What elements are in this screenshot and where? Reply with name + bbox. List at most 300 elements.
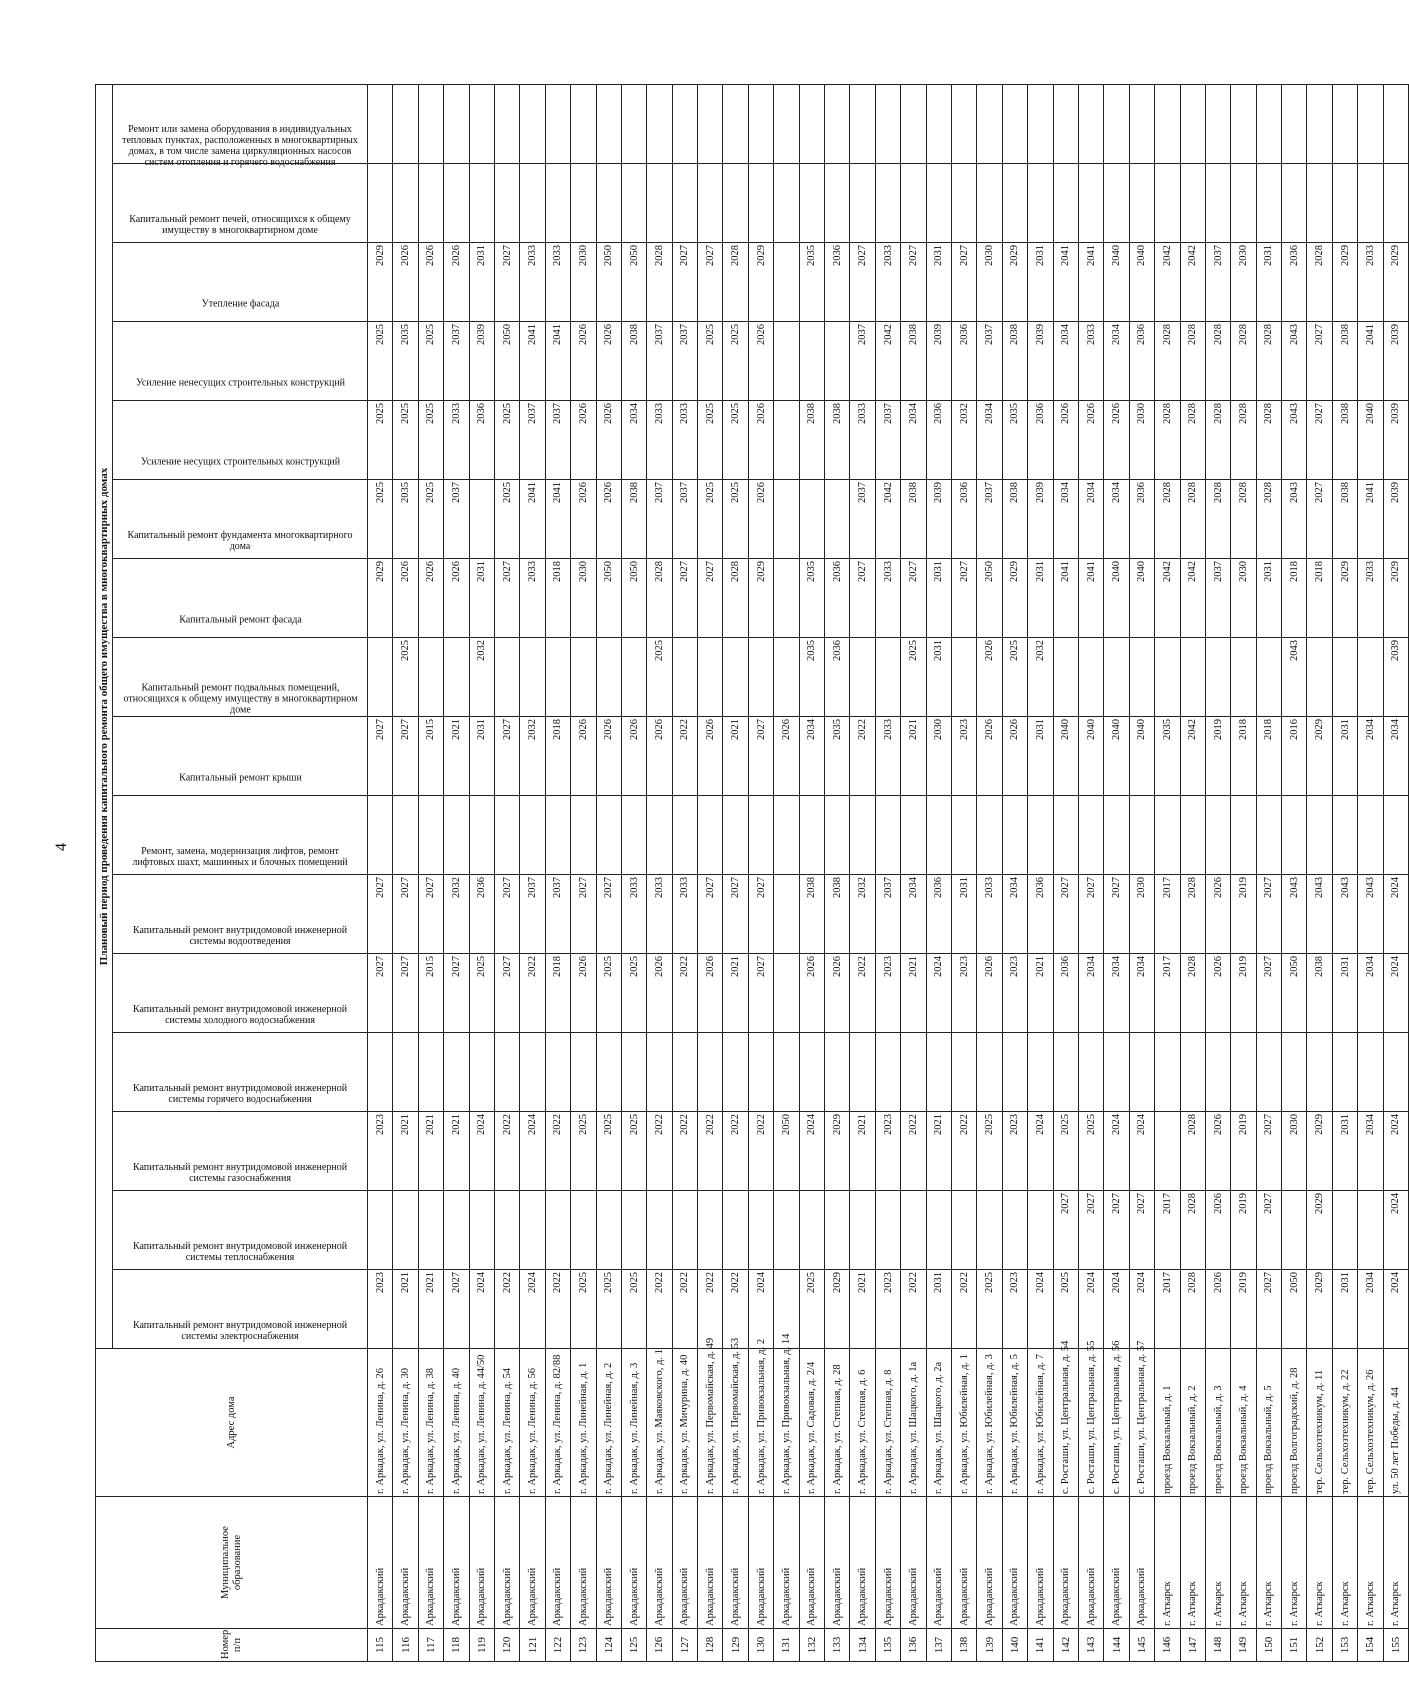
year-cell [444,85,469,164]
year-cell [901,85,926,164]
year-cell: 2036 [951,480,976,559]
year-cell [799,480,824,559]
year-cell: 2025 [596,954,621,1033]
year-cell: 2027 [1307,480,1332,559]
year-cell [723,1033,748,1112]
year-cell: 2019 [1205,717,1230,796]
year-cell: 2025 [494,480,519,559]
year-cell [825,164,850,243]
year-cell: 2021 [723,954,748,1033]
year-cell: 2025 [723,322,748,401]
year-cell [698,796,723,875]
address-cell: с. Росташи, ул. Центральная, д. 57 [1129,1349,1154,1497]
year-cell [748,1033,773,1112]
municipality-cell: г. Аткарск [1332,1497,1357,1629]
year-cell: 2027 [748,954,773,1033]
year-cell: 2034 [621,401,646,480]
address-cell: г. Аркадак, ул. Первомайская, д. 49 [698,1349,723,1497]
year-cell: 2033 [621,875,646,954]
year-cell: 2017 [1155,954,1180,1033]
work-type-label: Капитальный ремонт внутридомовой инженерной системы теплоснабжения [132,1241,348,1263]
work-type-label: Капитальный ремонт внутридомовой инженерной системы холодного водоснабжения [132,1004,348,1026]
year-cell: 2034 [1104,322,1129,401]
year-cell: 2031 [1332,1270,1357,1349]
year-cell [621,85,646,164]
year-cell: 2027 [368,717,393,796]
year-cell: 2028 [1180,1191,1205,1270]
year-cell: 2027 [901,559,926,638]
year-cell [1155,85,1180,164]
year-cell: 2037 [444,480,469,559]
capital-repair-table [95,84,1409,1662]
year-cell [621,796,646,875]
municipality-cell: Аркадакский [393,1497,418,1629]
year-cell: 2018 [1231,717,1256,796]
year-cell [545,796,570,875]
year-cell [1282,85,1307,164]
year-cell: 2021 [850,1270,875,1349]
year-cell: 2050 [977,559,1002,638]
year-cell [875,796,900,875]
year-cell [1129,638,1154,717]
year-cell [418,1191,443,1270]
year-cell: 2026 [1205,875,1230,954]
year-cell [368,164,393,243]
col-header-work-type [113,1191,368,1270]
year-cell [571,85,596,164]
year-cell: 2023 [1002,1112,1027,1191]
year-cell: 2042 [1180,559,1205,638]
year-cell [545,638,570,717]
year-cell: 2041 [520,322,545,401]
municipality-cell: г. Аткарск [1383,1497,1408,1629]
year-cell: 2037 [545,875,570,954]
year-cell: 2029 [1002,559,1027,638]
row-number-cell: 127 [672,1629,697,1662]
year-cell: 2026 [418,243,443,322]
year-cell: 2026 [748,322,773,401]
year-cell [1256,164,1281,243]
year-cell [1282,1033,1307,1112]
year-cell: 2038 [799,875,824,954]
row-number-cell: 144 [1104,1629,1129,1662]
row-number-cell: 152 [1307,1629,1332,1662]
year-cell: 2050 [596,243,621,322]
table-row [1155,85,1180,1662]
municipality-cell: Аркадакский [951,1497,976,1629]
year-cell: 2035 [1155,717,1180,796]
year-cell: 2027 [571,875,596,954]
year-cell: 2028 [1256,480,1281,559]
year-cell [1104,638,1129,717]
row-number-cell: 122 [545,1629,570,1662]
year-cell: 2037 [1205,243,1230,322]
year-cell: 2042 [1180,717,1205,796]
year-cell: 2030 [1129,401,1154,480]
year-cell: 2027 [1307,401,1332,480]
year-cell: 2024 [1104,1270,1129,1349]
year-cell: 2027 [951,559,976,638]
row-number-cell: 137 [926,1629,951,1662]
year-cell: 2034 [799,717,824,796]
table-row [596,85,621,1662]
year-cell [1104,85,1129,164]
year-cell: 2027 [698,243,723,322]
table-row [545,85,570,1662]
year-cell: 2035 [393,322,418,401]
year-cell: 2019 [1231,954,1256,1033]
year-cell: 2039 [926,322,951,401]
year-cell: 2022 [723,1112,748,1191]
year-cell [621,164,646,243]
year-cell [647,796,672,875]
year-cell: 2035 [799,559,824,638]
year-cell [1104,1033,1129,1112]
year-cell: 2040 [1053,717,1078,796]
year-cell [901,796,926,875]
year-cell: 2025 [469,954,494,1033]
year-cell [1231,164,1256,243]
year-cell [647,85,672,164]
year-cell: 2034 [1129,954,1154,1033]
year-cell [1307,85,1332,164]
year-cell: 2023 [368,1270,393,1349]
year-cell: 2028 [647,243,672,322]
year-cell: 2026 [571,480,596,559]
year-cell: 2036 [1282,243,1307,322]
year-cell [418,85,443,164]
year-cell [799,322,824,401]
year-cell: 2026 [571,322,596,401]
address-cell: г. Аркадак, ул. Юбилейная, д. 3 [977,1349,1002,1497]
year-cell [621,1033,646,1112]
year-cell: 2041 [1053,243,1078,322]
year-cell: 2037 [672,322,697,401]
year-cell [825,322,850,401]
year-cell [672,796,697,875]
year-cell: 2018 [545,717,570,796]
year-cell: 2022 [698,1112,723,1191]
table-row [621,85,646,1662]
year-cell: 2031 [926,559,951,638]
address-cell: проезд Волгоградский, д. 28 [1282,1349,1307,1497]
year-cell: 2037 [1205,559,1230,638]
year-cell [774,796,799,875]
year-cell [1205,796,1230,875]
year-cell: 2025 [799,1270,824,1349]
year-cell: 2022 [494,1112,519,1191]
year-cell [1383,164,1408,243]
year-cell [621,638,646,717]
year-cell: 2029 [368,243,393,322]
year-cell: 2024 [520,1112,545,1191]
year-cell [1358,1191,1383,1270]
year-cell: 2035 [1002,401,1027,480]
year-cell [977,796,1002,875]
year-cell: 2042 [1180,243,1205,322]
year-cell: 2027 [1104,875,1129,954]
municipality-cell: г. Аткарск [1358,1497,1383,1629]
year-cell: 2024 [1028,1112,1053,1191]
row-number-cell: 117 [418,1629,443,1662]
year-cell: 2028 [1231,401,1256,480]
year-cell: 2025 [1053,1112,1078,1191]
year-cell [850,796,875,875]
address-cell: проезд Вокзальный, д. 2 [1180,1349,1205,1497]
year-cell: 2026 [621,717,646,796]
row-number-cell: 132 [799,1629,824,1662]
year-cell: 2025 [368,401,393,480]
table-row [672,85,697,1662]
year-cell: 2019 [1231,875,1256,954]
year-cell: 2050 [1282,954,1307,1033]
year-cell [469,480,494,559]
year-cell [1078,164,1103,243]
year-cell [1002,164,1027,243]
year-cell [901,164,926,243]
year-cell: 2024 [926,954,951,1033]
year-cell: 2033 [647,875,672,954]
year-cell [1104,796,1129,875]
year-cell [571,796,596,875]
address-cell: проезд Вокзальный, д. 1 [1155,1349,1180,1497]
year-cell: 2037 [875,875,900,954]
year-cell [494,796,519,875]
row-number-cell: 121 [520,1629,545,1662]
table-row [571,85,596,1662]
year-cell: 2026 [647,717,672,796]
year-cell [393,85,418,164]
year-cell [1358,85,1383,164]
year-cell: 2028 [1307,243,1332,322]
page-number: 4 [53,843,70,851]
year-cell [1078,85,1103,164]
year-cell [1231,638,1256,717]
year-cell [951,638,976,717]
year-cell: 2038 [1307,954,1332,1033]
col-header-work-type [113,322,368,401]
address-cell: г. Аркадак, ул. Юбилейная, д. 7 [1028,1349,1053,1497]
year-cell: 2027 [1078,875,1103,954]
row-number-cell: 126 [647,1629,672,1662]
year-cell: 2031 [1256,243,1281,322]
year-cell: 2043 [1282,480,1307,559]
year-cell: 2029 [1307,1112,1332,1191]
year-cell [1231,1033,1256,1112]
table-row [1180,85,1205,1662]
year-cell [368,1191,393,1270]
year-cell: 2031 [1028,559,1053,638]
year-cell [494,164,519,243]
year-cell: 2023 [951,717,976,796]
year-cell [1282,164,1307,243]
year-cell: 2031 [1028,717,1053,796]
year-cell: 2043 [1282,638,1307,717]
year-cell [1332,164,1357,243]
year-cell [1383,85,1408,164]
year-cell: 2025 [723,480,748,559]
year-cell: 2027 [901,243,926,322]
table-row [1104,85,1129,1662]
year-cell: 2033 [520,559,545,638]
table-row [1053,85,1078,1662]
year-cell: 2037 [875,401,900,480]
year-cell [520,1033,545,1112]
year-cell [698,1191,723,1270]
year-cell [494,1191,519,1270]
year-cell: 2029 [748,559,773,638]
year-cell [774,875,799,954]
year-cell [825,1191,850,1270]
municipality-cell: Аркадакский [1078,1497,1103,1629]
year-cell: 2026 [698,717,723,796]
year-cell: 2034 [1002,875,1027,954]
year-cell: 2038 [1002,322,1027,401]
year-cell [647,164,672,243]
year-cell [1028,85,1053,164]
year-cell [571,638,596,717]
year-cell [1002,1191,1027,1270]
work-type-label: Капитальный ремонт крыши [178,772,302,784]
year-cell: 2025 [418,480,443,559]
year-cell: 2025 [621,1112,646,1191]
year-cell: 2034 [1358,717,1383,796]
year-cell [1383,1033,1408,1112]
work-type-label: Капитальный ремонт фасада [178,614,302,626]
year-cell [1205,1033,1230,1112]
year-cell: 2032 [1028,638,1053,717]
table-row [926,85,951,1662]
year-cell: 2022 [545,1112,570,1191]
year-cell: 2037 [977,480,1002,559]
year-cell: 2029 [1002,243,1027,322]
work-type-label: Капитальный ремонт подвальных помещений, относящихся к общему имуществу в многоквартирном доме [122,682,358,716]
year-cell: 2039 [1028,322,1053,401]
col-header-work-type [113,1270,368,1349]
year-cell [951,164,976,243]
col-header-work-type [113,1033,368,1112]
year-cell [1180,1033,1205,1112]
year-cell: 2028 [1180,875,1205,954]
year-cell: 2033 [672,401,697,480]
year-cell: 2036 [926,401,951,480]
municipality-cell: г. Аткарск [1180,1497,1205,1629]
row-number-cell: 118 [444,1629,469,1662]
year-cell [951,1033,976,1112]
year-cell: 2027 [368,875,393,954]
year-cell: 2028 [1180,954,1205,1033]
year-cell [520,1191,545,1270]
year-cell [1256,796,1281,875]
year-cell: 2037 [444,322,469,401]
year-cell: 2026 [571,717,596,796]
address-cell: ул. 50 лет Победы, д. 44 [1383,1349,1408,1497]
year-cell: 2027 [494,559,519,638]
year-cell [1155,1112,1180,1191]
year-cell: 2026 [977,638,1002,717]
year-cell [368,796,393,875]
year-cell: 2029 [1383,243,1408,322]
year-cell: 2018 [545,559,570,638]
col-header-address: Адрес дома [96,1349,368,1497]
year-cell [723,796,748,875]
year-cell: 2036 [1129,322,1154,401]
year-cell: 2037 [977,322,1002,401]
year-cell: 2037 [520,875,545,954]
row-number-cell: 145 [1129,1629,1154,1662]
row-number-cell: 154 [1358,1629,1383,1662]
year-cell [494,1033,519,1112]
year-cell: 2024 [1104,1112,1129,1191]
municipality-cell: Аркадакский [698,1497,723,1629]
year-cell: 2027 [494,717,519,796]
row-number-cell: 135 [875,1629,900,1662]
municipality-cell: Аркадакский [748,1497,773,1629]
year-cell: 2027 [1256,1270,1281,1349]
year-cell: 2031 [469,243,494,322]
year-cell [1307,638,1332,717]
row-number-cell: 130 [748,1629,773,1662]
table-row [977,85,1002,1662]
year-cell: 2029 [825,1112,850,1191]
municipality-cell: Аркадакский [418,1497,443,1629]
municipality-cell: Аркадакский [444,1497,469,1629]
year-cell: 2038 [825,401,850,480]
year-cell: 2026 [825,954,850,1033]
year-cell [444,1191,469,1270]
year-cell: 2025 [698,480,723,559]
municipality-cell: Аркадакский [621,1497,646,1629]
address-cell: г. Аркадак, ул. Степная, д. 8 [875,1349,900,1497]
municipality-cell: Аркадакский [596,1497,621,1629]
year-cell: 2026 [977,954,1002,1033]
year-cell [596,638,621,717]
year-cell: 2032 [444,875,469,954]
year-cell: 2025 [621,1270,646,1349]
year-cell: 2027 [444,1270,469,1349]
year-cell: 2021 [926,1112,951,1191]
year-cell: 2039 [1383,322,1408,401]
year-cell [875,1033,900,1112]
col-header-work-type [113,875,368,954]
year-cell [368,1033,393,1112]
year-cell: 2030 [977,243,1002,322]
year-cell: 2027 [494,875,519,954]
year-cell: 2040 [1104,559,1129,638]
year-cell [825,480,850,559]
year-cell: 2018 [1256,717,1281,796]
address-cell: г. Аркадак, ул. Шацкого, д. 1а [901,1349,926,1497]
address-cell: проезд Вокзальный, д. 4 [1231,1349,1256,1497]
address-cell: г. Аркадак, ул. Шацкого, д. 2а [926,1349,951,1497]
year-cell: 2037 [647,480,672,559]
year-cell: 2027 [418,875,443,954]
year-cell [748,164,773,243]
year-cell [469,1191,494,1270]
year-cell [1078,1033,1103,1112]
year-cell: 2025 [418,322,443,401]
municipality-cell: г. Аткарск [1307,1497,1332,1629]
year-cell [1358,164,1383,243]
year-cell: 2036 [469,401,494,480]
year-cell [977,164,1002,243]
year-cell [850,164,875,243]
year-cell: 2042 [1155,559,1180,638]
year-cell [418,638,443,717]
year-cell [748,638,773,717]
year-cell: 2032 [469,638,494,717]
year-cell: 2041 [1078,243,1103,322]
